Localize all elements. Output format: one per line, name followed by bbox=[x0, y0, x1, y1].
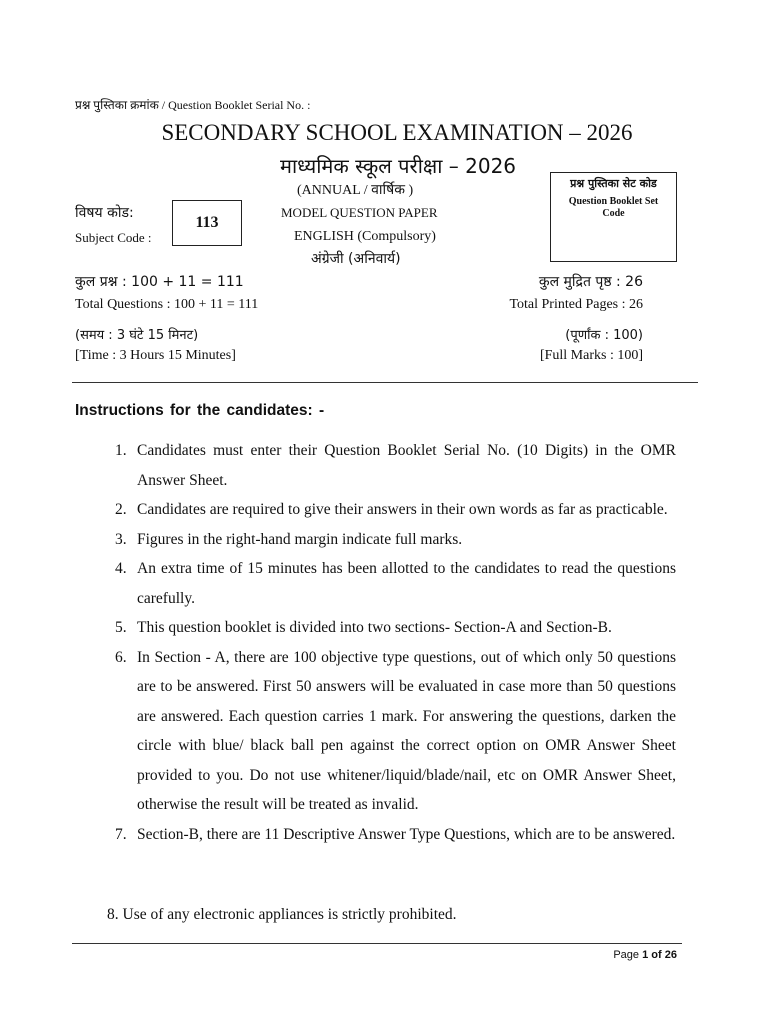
subject-code-label-english: Subject Code : bbox=[75, 230, 152, 245]
instruction-number: 5. bbox=[115, 619, 127, 636]
full-marks-hindi: (पूर्णांक : 100) bbox=[565, 328, 643, 343]
instruction-text: An extra time of 15 minutes has been allotted to the candidates to read the questions carefully. bbox=[137, 560, 676, 607]
instruction-item bbox=[109, 495, 676, 525]
exam-title-english: SECONDARY SCHOOL EXAMINATION – 2026 bbox=[161, 120, 633, 145]
time-english: [Time : 3 Hours 15 Minutes] bbox=[75, 348, 236, 363]
subject-code-box bbox=[172, 200, 242, 246]
page-of: of bbox=[651, 949, 662, 961]
set-code-label-english: Question Booklet Set Code bbox=[568, 196, 659, 219]
set-code-label-hindi: प्रश्न पुस्तिका सेट कोड bbox=[570, 177, 657, 190]
instruction-item bbox=[109, 820, 676, 850]
exam-type: (ANNUAL / वार्षिक ) bbox=[297, 183, 414, 198]
instruction-number: 2. bbox=[115, 501, 127, 518]
instruction-number: 3. bbox=[115, 530, 127, 548]
instruction-text: Section-B, there are 11 Descriptive Answer Type Questions, which are to be answered. bbox=[137, 825, 676, 843]
instruction-text: Candidates must enter their Question Booklet Serial No. (10 Digits) in the OMR Answer Sheet. bbox=[137, 442, 676, 489]
subject-english: ENGLISH (Compulsory) bbox=[294, 229, 436, 244]
total-questions-hindi: कुल प्रश्न : 100 + 11 = 111 bbox=[75, 274, 244, 290]
instruction-text: Candidates are required to give their answers in their own words as far as practicable. bbox=[137, 501, 668, 518]
page-total: 26 bbox=[664, 949, 677, 961]
instruction-item bbox=[109, 554, 676, 613]
instruction-text: This question booklet is divided into two sections- Section-A and Section-B. bbox=[137, 619, 612, 636]
subject-code-label-hindi: विषय कोड: bbox=[75, 205, 134, 221]
total-pages-english: Total Printed Pages : 26 bbox=[509, 297, 643, 312]
instructions-title: Instructions for the candidates: - bbox=[75, 402, 325, 419]
subject-code-value: 113 bbox=[195, 214, 219, 231]
instruction-item bbox=[109, 643, 676, 820]
total-pages-hindi: कुल मुद्रित पृष्ठ : 26 bbox=[538, 274, 643, 290]
instruction-number: 4. bbox=[115, 560, 127, 577]
instruction-text: In Section - A, there are 100 objective type questions, out of which only 50 questions are to be answered. First 50 answers will be evaluated in case more than 50 questions are answered. Each question carries 1 mark. For answering the questions, darken the circle with blue/ black ball pen against the correct option on OMR Answer Sheet provided to you. Do not use whitener/liquid/blade/nail, etc on OMR Answer Sheet, otherwise the result will be treated as invalid. bbox=[137, 648, 676, 813]
header-divider bbox=[72, 382, 698, 383]
full-marks-english: [Full Marks : 100] bbox=[539, 348, 643, 363]
instruction-number: 1. bbox=[115, 442, 127, 459]
serial-number-label: प्रश्न पुस्तिका क्रमांक / Question Booklet Serial No. : bbox=[75, 98, 311, 112]
total-questions-english: Total Questions : 100 + 11 = 111 bbox=[75, 297, 259, 312]
footer-divider bbox=[72, 943, 682, 944]
page-current: 1 bbox=[642, 949, 649, 961]
instruction-number: 7. bbox=[115, 825, 127, 843]
instruction-item bbox=[109, 525, 676, 555]
instructions-list bbox=[109, 436, 676, 849]
time-hindi: (समय : 3 घंटे 15 मिनट) bbox=[75, 328, 199, 343]
instruction-item-8: 8. Use of any electronic appliances is strictly prohibited. bbox=[107, 906, 457, 923]
instruction-item bbox=[109, 436, 676, 495]
page-number bbox=[613, 949, 677, 961]
exam-title-hindi: माध्यमिक स्कूल परीक्षा – 2026 bbox=[279, 154, 517, 178]
instruction-text: Figures in the right-hand margin indicate full marks. bbox=[137, 530, 463, 548]
subject-hindi: अंग्रेजी (अनिवार्य) bbox=[311, 251, 401, 267]
paper-type: MODEL QUESTION PAPER bbox=[281, 205, 438, 220]
page-label: Page bbox=[613, 949, 640, 961]
booklet-set-code-box bbox=[550, 172, 677, 262]
instruction-item bbox=[109, 613, 676, 643]
instruction-number: 6. bbox=[115, 648, 127, 666]
